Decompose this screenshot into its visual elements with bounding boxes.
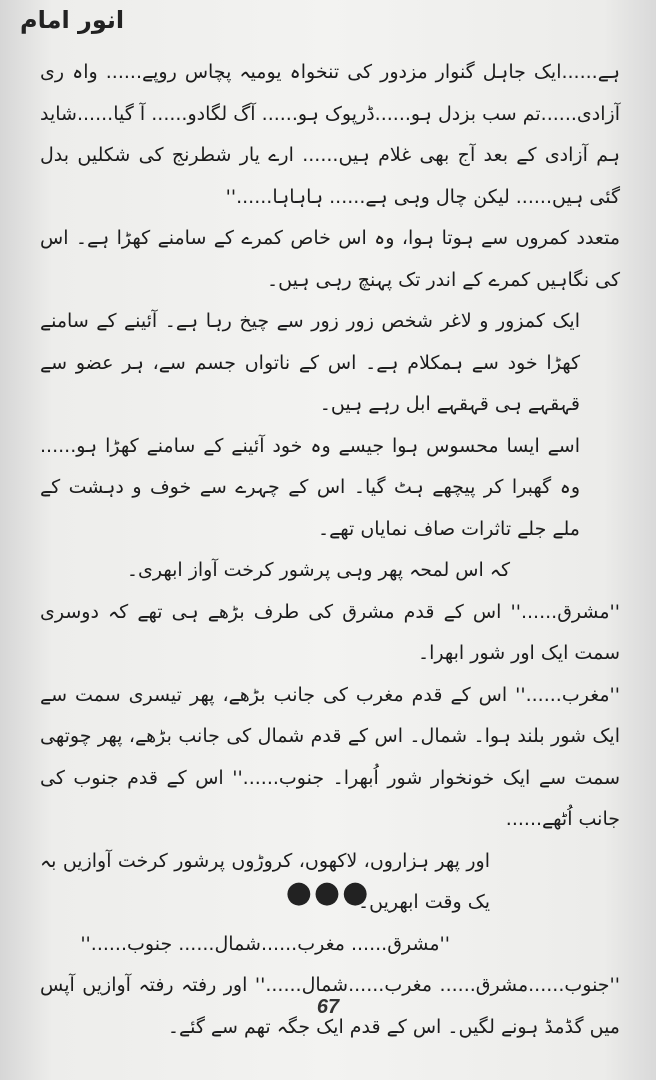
paragraph: ''مغرب......'' اس کے قدم مغرب کی جانب بڑھے، پھر تیسری سمت سے ایک شور بلند ہوا۔ شمال۔ اس کے قدم شمال کی جانب بڑھے، پھر چوتھی سمت سے ایک خونخوار شور اُبھرا۔ جنوب......'' اس کے قدم جنوب کی جانب اُٹھے...... xyxy=(40,683,620,830)
paragraph: ''جنوب......مشرق...... مغرب......شمال......'' اور رفتہ رفتہ آوازیں آپس میں گڈمڈ ہونے لگیں۔ اس کے قدم ایک جگہ تھم سے گئے۔ xyxy=(40,974,620,1038)
paragraph: کہ اس لمحہ پھر وہی پرشور کرخت آواز ابھری۔ xyxy=(126,559,510,581)
paragraph: متعدد کمروں سے ہوتا ہوا، وہ اس خاص کمرے کے سامنے کھڑا ہے۔ اس کی نگاہیں کمرے کے اندر تک پہنچ رہی ہیں۔ xyxy=(40,227,620,291)
paragraph: ''مشرق......'' اس کے قدم مشرق کی طرف بڑھے ہی تھے کہ دوسری سمت ایک اور شور ابھرا۔ xyxy=(40,600,620,664)
running-header-author: انور امام xyxy=(20,6,125,34)
section-separator: ●●● xyxy=(285,875,371,910)
paragraph: اور پھر ہزاروں، لاکھوں، کروڑوں پرشور کرخت آوازیں بہ یک وقت ابھریں۔ xyxy=(40,849,490,913)
paragraph: ایک کمزور و لاغر شخص زور زور سے چیخ رہا ہے۔ آئینے کے سامنے کھڑا خود سے ہمکلام ہے۔ اس کے ناتواں جسم سے، ہر عضو سے قہقہے ہی قہقہے ابل رہے ہیں۔ xyxy=(40,310,580,415)
paragraph: ہے......ایک جاہل گنوار مزدور کی تنخواہ یومیہ پچاس روپے...... واہ ری آزادی......تم سب بزدل ہو......ڈرپوک ہو...... آگ لگادو...... آ گیا......شاید ہم آزادی کے بعد آج بھی غلام ہیں...... ارے یار شطرنج کی شکلیں بدل گئی ہیں...... لیکن چال وہی ہے...... ہاہاہا......'' xyxy=(40,61,620,208)
page-number: 67 xyxy=(316,996,340,1018)
paragraph: ''مشرق...... مغرب......شمال...... جنوب......'' xyxy=(80,932,450,955)
paragraph: اسے ایسا محسوس ہوا جیسے وہ خود آئینے کے سامنے کھڑا ہو...... وہ گھبرا کر پیچھے ہٹ گیا۔ اس کے چہرے سے خوف و دہشت کے ملے جلے تاثرات صاف نمایاں تھے۔ xyxy=(40,434,580,540)
